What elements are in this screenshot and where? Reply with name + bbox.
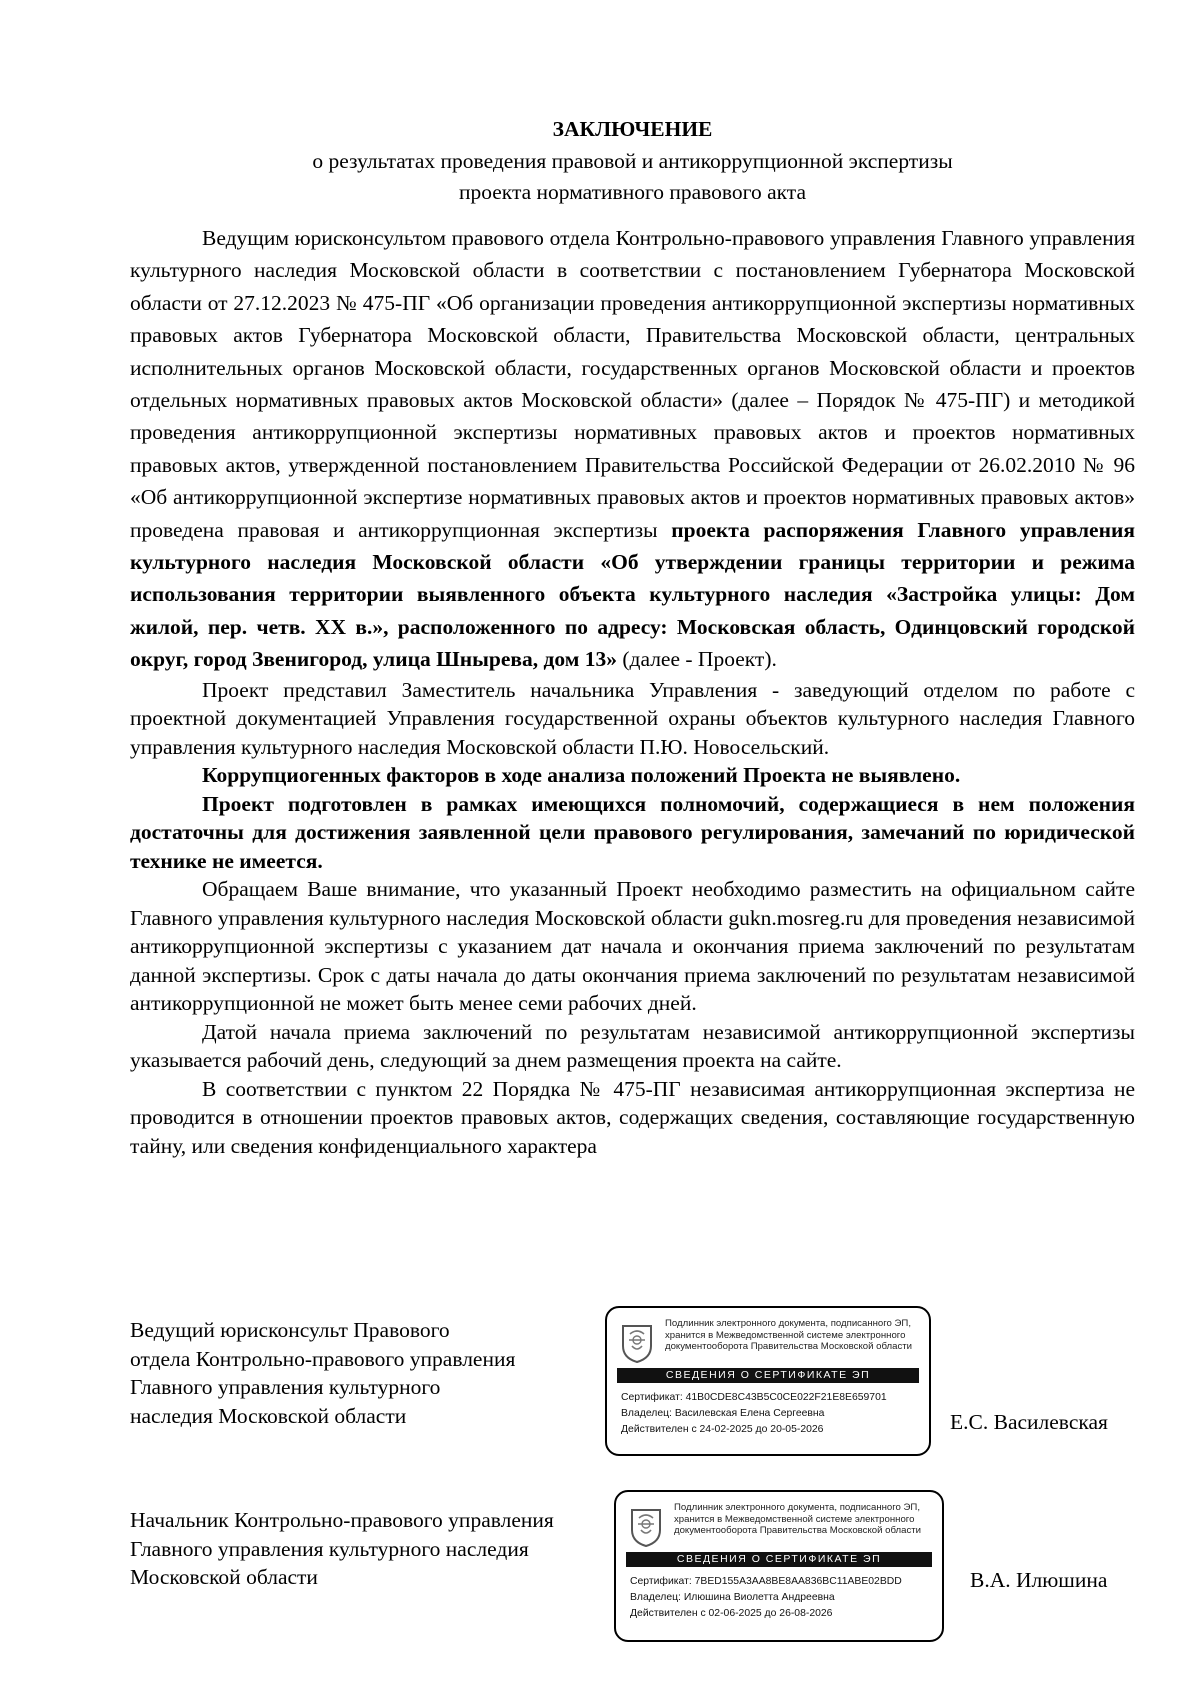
document-header xyxy=(130,112,1135,208)
signature1-certificate: Сертификат: 41B0CDE8C43B5C0CE022F21E8E659701 xyxy=(621,1392,887,1403)
paragraph-start-date: Датой начала приема заключений по результатам независимой антикоррупционной экспертизы указывается рабочий день, следующий за днем размещения проекта на сайте. xyxy=(130,1019,1135,1073)
paragraph-expertise-basis xyxy=(130,222,1135,676)
project-title-bold: проекта распоряжения Главного управления культурного наследия Московской области «Об утверждении границы территории и режима использования территории выявленного объекта культурного наследия «Застройка улицы: Дом жилой, пер. четв. XX в.», расположенного по адресу: Московская область, Одинцовский городской округ, город Звенигород, улица Шнырева, дом 13» xyxy=(130,517,1136,672)
signature1-position-line: наследия Московской области xyxy=(130,1403,407,1428)
paragraph-project-presenter: Проект представил Заместитель начальника Управления - заведующий отделом по работе с проектной документацией Управления государственной охраны объектов культурного наследия Главного управления культурного наследия Московской области П.Ю. Новосельский. xyxy=(130,677,1135,759)
paragraph-publication-notice: Обращаем Ваше внимание, что указанный Проект необходимо разместить на официальном сайте Главного управления культурного наследия Московской области gukn.mosreg.ru для проведения независимой антикоррупционной экспертизы с указанием дат начала и окончания приема заключений по результатам данной экспертизы. Срок с даты начала до даты окончания приема заключений по результатам независимой антикоррупционной не может быть менее семи рабочих дней. xyxy=(130,877,1135,1016)
signature1-valid: Действителен с 24-02-2025 до 20-05-2026 xyxy=(621,1424,824,1435)
signature1-owner: Владелец: Василевская Елена Сергеевна xyxy=(621,1408,825,1419)
signature2-owner: Владелец: Илюшина Виолетта Андреевна xyxy=(630,1592,835,1603)
signature2-stamp-note: Подлинник электронного документа, подписанного ЭП, хранится в Межведомственной системе электронного документооборота Правительства Московской области xyxy=(674,1502,922,1536)
signature2-position-line: Московской области xyxy=(130,1565,318,1589)
document-subtitle-line2: проекта нормативного правового акта xyxy=(458,180,806,204)
signature2-stamp-info xyxy=(630,1574,902,1622)
document-title: ЗАКЛЮЧЕНИЕ xyxy=(552,117,713,141)
document-body xyxy=(130,112,1135,1160)
coat-of-arms-icon xyxy=(628,1506,664,1548)
signature1-position-line: Ведущий юрисконсульт Правового xyxy=(130,1318,450,1342)
signature1-position xyxy=(130,1316,515,1430)
signature2-position-line: Начальник Контрольно-правового управления xyxy=(130,1508,554,1532)
signature1-name: Е.С. Василевская xyxy=(950,1410,1108,1434)
document-subtitle-line1: о результатах проведения правовой и антикоррупционной экспертизы xyxy=(312,149,953,173)
signature1-digital-stamp xyxy=(605,1306,931,1456)
signature2-position-line: Главного управления культурного наследия xyxy=(130,1536,529,1561)
signature2-stamp-band: СВЕДЕНИЯ О СЕРТИФИКАТЕ ЭП xyxy=(626,1552,932,1567)
signature1-stamp-info xyxy=(621,1390,887,1438)
signature2-certificate: Сертификат: 7BED155A3AA8BE8AA836BC11ABE02BDD xyxy=(630,1576,902,1587)
paragraph-exception: В соответствии с пунктом 22 Порядка № 475-ПГ независимая антикоррупционная экспертиза не проводится в отношении проектов правовых актов, содержащих сведения, составляющие государственную тайну, или сведения конфиденциального характера xyxy=(130,1076,1135,1158)
coat-of-arms-icon xyxy=(619,1322,655,1364)
signature1-position-line: Главного управления культурного xyxy=(130,1375,441,1399)
signature2-digital-stamp xyxy=(614,1490,944,1642)
paragraph-no-corruption-factors: Коррупциогенных факторов в ходе анализа положений Проекта не выявлено. xyxy=(202,763,961,788)
paragraph-expertise-basis-text: Ведущим юрисконсультом правового отдела Контрольно-правового управления Главного управления культурного наследия Московской области в соответствии с постановлением Губернатора Московской области от 27.12.2023 № 475-ПГ «Об организации проведения антикоррупционной экспертизы нормативных правовых актов Губернатора Московской области, Правительства Московской области, центральных исполнительных органов Московской области, государственных органов Московской области и проектов отдельных нормативных правовых актов Московской области» (далее – Порядок № 475-ПГ) и методикой проведения антикоррупционной экспертизы нормативных правовых актов и проектов нормативных правовых актов, утвержденной постановлением Правительства Российской Федерации от 26.02.2010 № 96 «Об антикоррупционной экспертизе нормативных правовых актов и проектов нормативных правовых актов» проведена правовая и антикоррупционная экспертизы xyxy=(130,226,1135,542)
signature2-name: В.А. Илюшина xyxy=(970,1568,1108,1592)
signature1-position-line: отдела Контрольно-правового управления xyxy=(130,1346,516,1371)
paragraph-expertise-basis-tail: (далее - Проект). xyxy=(617,647,777,672)
signature1-stamp-band: СВЕДЕНИЯ О СЕРТИФИКАТЕ ЭП xyxy=(617,1368,919,1383)
signature2-valid: Действителен с 02-06-2025 до 26-08-2026 xyxy=(630,1608,833,1619)
signature1-stamp-note: Подлинник электронного документа, подписанного ЭП, хранится в Межведомственной системе электронного документооборота Правительства Московской области xyxy=(665,1318,913,1352)
paragraph-project-conclusion: Проект подготовлен в рамках имеющихся полномочий, содержащиеся в нем положения достаточны для достижения заявленной цели правового регулирования, замечаний по юридической технике не имеется. xyxy=(130,791,1135,873)
signature2-position xyxy=(130,1506,554,1592)
